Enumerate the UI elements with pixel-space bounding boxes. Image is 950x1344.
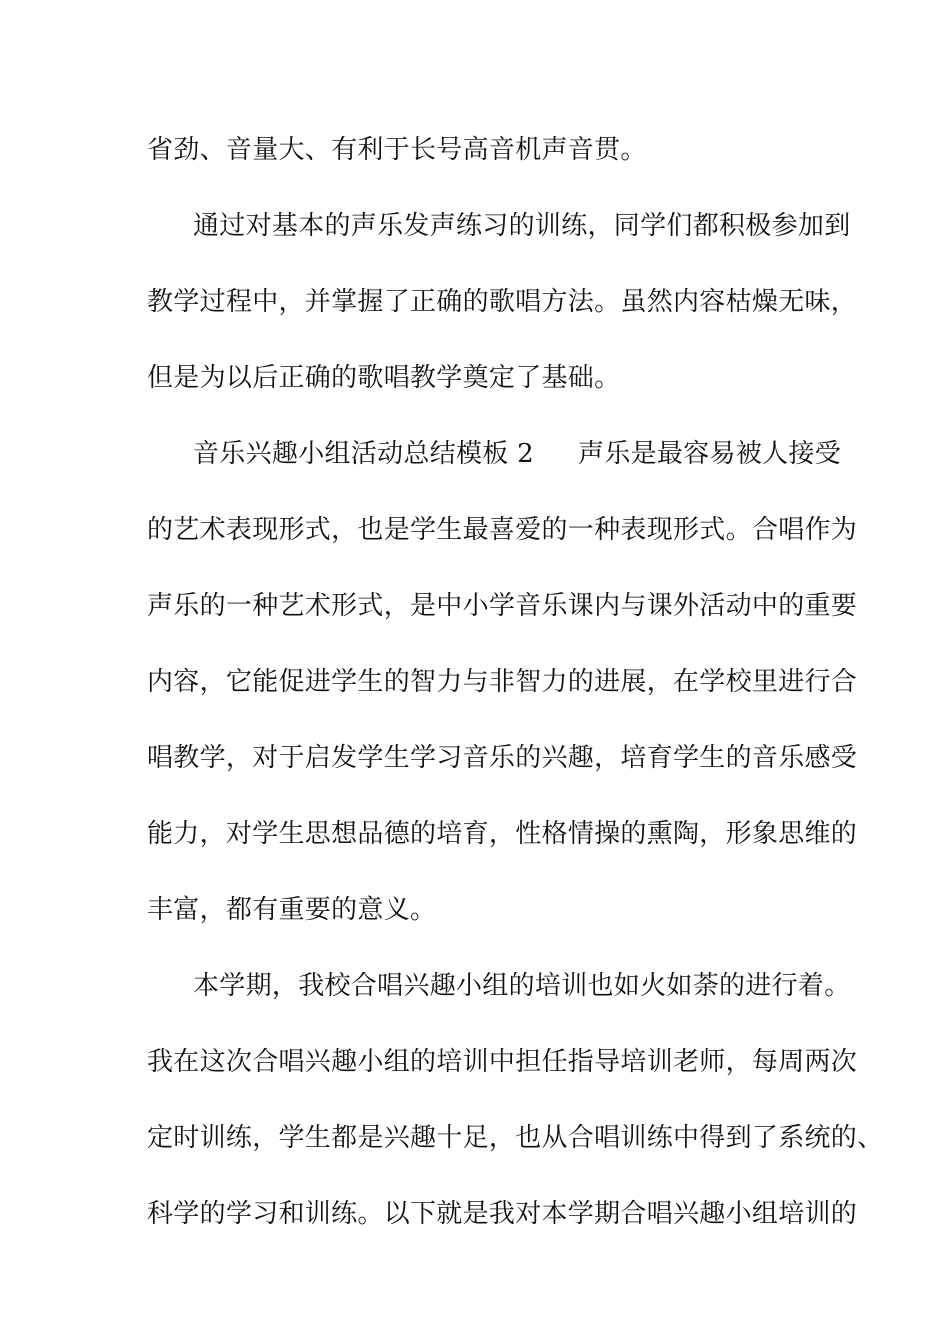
text-line: 本学期，我校合唱兴趣小组的培训也如火如荼的进行着。 xyxy=(193,971,851,1001)
text-line: 我在这次合唱兴趣小组的培训中担任指导培训老师，每周两次 xyxy=(147,1047,858,1077)
text-line: 丰富，都有重要的意义。 xyxy=(147,895,437,925)
text-line: 的艺术表现形式，也是学生最喜爱的一种表现形式。合唱作为 xyxy=(147,515,858,545)
text-line: 科学的学习和训练。以下就是我对本学期合唱兴趣小组培训的 xyxy=(147,1199,858,1229)
text-line: 教学过程中，并掌握了正确的歌唱方法。虽然内容枯燥无味， xyxy=(147,287,858,317)
paragraph-start: 声乐是最容易被人接受 xyxy=(578,439,842,469)
text-line: 声乐的一种艺术形式，是中小学音乐课内与课外活动中的重要 xyxy=(147,591,858,621)
text-line: 唱教学，对于启发学生学习音乐的兴趣，培育学生的音乐感受 xyxy=(147,743,858,773)
text-line: 但是为以后正确的歌唱教学奠定了基础。 xyxy=(147,363,621,393)
text-line: 能力，对学生思想品德的培育，性格情操的熏陶，形象思维的 xyxy=(147,819,858,849)
text-line xyxy=(193,437,841,471)
text-line: 内容，它能促进学生的智力与非智力的进展，在学校里进行合 xyxy=(147,667,858,697)
text-line: 省劲、音量大、有利于长号高音机声音贯。 xyxy=(147,135,647,165)
text-line: 定时训练，学生都是兴趣十足，也从合唱训练中得到了系统的、 xyxy=(147,1123,884,1153)
text-line: 通过对基本的声乐发声练习的训练，同学们都积极参加到 xyxy=(193,211,851,241)
section-heading: 音乐兴趣小组活动总结模板 2 xyxy=(193,439,535,469)
